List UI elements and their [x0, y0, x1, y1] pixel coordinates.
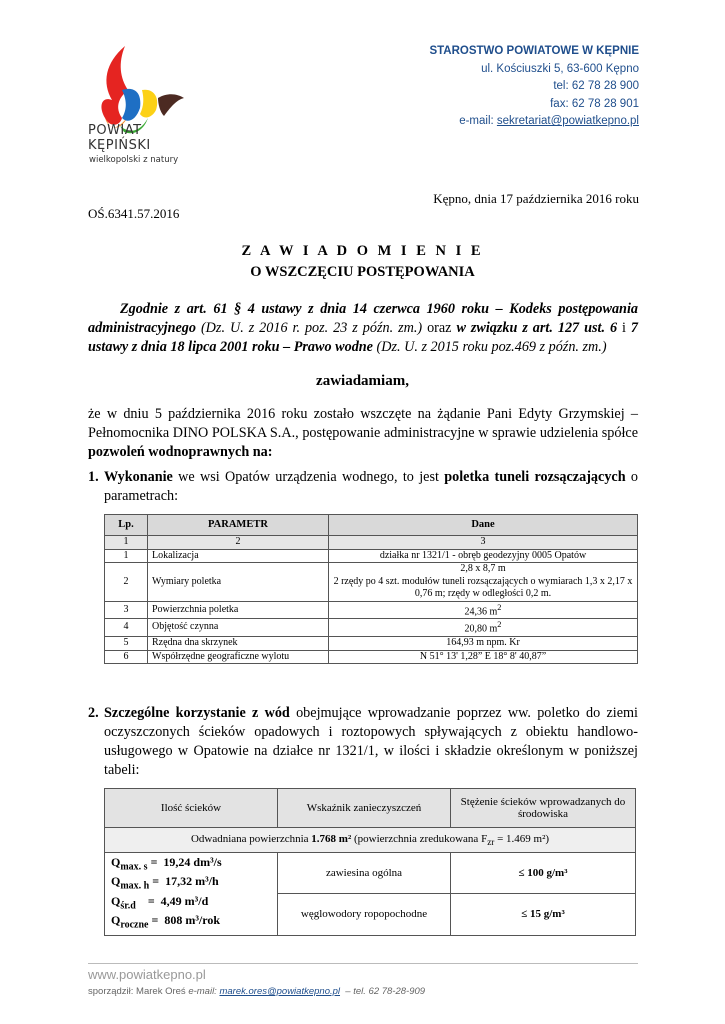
- q-sub: śr.d: [120, 900, 136, 912]
- table-row: [105, 563, 638, 602]
- email-label: e-mail:: [459, 115, 497, 128]
- flow-rate: [111, 874, 271, 893]
- indicator-cell: węglowodory ropopochodne: [278, 894, 451, 935]
- area-sub: zr: [487, 837, 495, 848]
- table-row: [105, 619, 638, 637]
- office-name: STAROSTWO POWIATOWE W KĘPNIE: [429, 45, 639, 57]
- logo-text-line2: KĘPIŃSKI: [88, 138, 151, 153]
- col-header-param: PARAMETR: [148, 515, 329, 536]
- conj-2: i: [617, 320, 631, 336]
- lp-cell: 2: [105, 563, 148, 602]
- item1-bold-a: Wykonanie: [104, 469, 173, 485]
- lp-cell: 5: [105, 637, 148, 651]
- dane-line: 2,8 x 8,7 m: [460, 563, 506, 574]
- footer-website: www.powiatkepno.pl: [88, 967, 206, 982]
- legal-basis-1: Zgodnie z art. 61 § 4 ustawy z dnia 14 czerwca 1960 roku – Kodeks postępowania administracyjnego: [88, 301, 638, 336]
- list-item-2: [88, 704, 638, 780]
- dane-sup: 2: [497, 620, 502, 630]
- item1-text-d: o parametrach:: [104, 469, 639, 504]
- q-value: = 19,24 dm³/s: [147, 855, 222, 869]
- dane-cell: [329, 601, 638, 619]
- item2-bold-a: Szczególne korzystanie z wód: [104, 705, 290, 721]
- lp-cell: 4: [105, 619, 148, 637]
- dane-cell: działka nr 1321/1 - obręb geodezyjny 0005 Opatów: [329, 549, 638, 563]
- drained-area-cell: [105, 828, 636, 853]
- prepared-email-label: e-mail:: [188, 986, 220, 997]
- q-label: Q: [111, 913, 121, 928]
- notice-text: że w dniu 5 października 2016 roku zostało wszczęte na żądanie Pani Edyty Grzymskiej – Pełnomocnika DINO POLSKA S.A., postępowanie administracyjne w sprawie udzielenia spółce: [88, 406, 638, 441]
- announce-heading: zawiadamiam,: [316, 373, 409, 389]
- lp-cell: 1: [105, 549, 148, 563]
- col-header-dane: Dane: [329, 515, 638, 536]
- prepared-by-text: sporządził: Marek Oreś: [88, 986, 189, 997]
- dane-sup: 2: [497, 602, 502, 612]
- office-tel: tel: 62 78 28 900: [553, 80, 639, 93]
- param-cell: Lokalizacja: [148, 549, 329, 563]
- q-sub: roczne: [120, 919, 149, 931]
- item1-bold-c: poletka tuneli rozsączających: [444, 469, 626, 485]
- col-header-indicator: Wskaźnik zanieczyszczeń: [278, 789, 451, 828]
- col-header-concentration: Stężenie ścieków wprowadzanych do środowiska: [451, 789, 636, 828]
- index-cell: 1: [105, 536, 148, 550]
- q-value: = 4,49 m³/d: [135, 893, 209, 908]
- list-number-2: 2.: [88, 705, 99, 721]
- q-label: Q: [111, 893, 121, 908]
- item2-text-b: obejmujące wprowadzanie poprzez ww. poletko do ziemi oczyszczonych ścieków opadowych i roztopowych spływających z obiektu handlowo-usługowego w Opatowie na działce nr 1321/1, w ilości i składzie określonym w poniższej tabeli:: [104, 705, 638, 778]
- lp-cell: 6: [105, 650, 148, 664]
- flow-rate: [111, 855, 271, 874]
- q-sub: max. s: [120, 861, 148, 873]
- document-date: Kępno, dnia 17 października 2016 roku: [433, 191, 639, 206]
- param-cell: Wymiary poletka: [148, 563, 329, 602]
- footer-prepared-by: [88, 986, 425, 997]
- dane-line: 2 rzędy po 4 szt. modułów tuneli rozsączających o wymiarach 1,3 x 2,17 x 0,76 m; rzędy w odległości 0,2 m.: [333, 575, 633, 599]
- logo-text-line1: POWIAT: [88, 123, 142, 138]
- document-subtitle: O WSZCZĘCIU POSTĘPOWANIA: [250, 264, 475, 280]
- area-text-d: = 1.469 m²): [494, 832, 550, 845]
- dane-value: 24,36 m: [464, 605, 498, 617]
- param-cell: Powierzchnia poletka: [148, 601, 329, 619]
- legal-basis-2: w związku z art. 127 ust. 6: [456, 320, 618, 336]
- lp-cell: 3: [105, 601, 148, 619]
- dane-cell: N 51° 13' 1,28” E 18° 8' 40,87”: [329, 650, 638, 664]
- area-text-c: (powierzchnia zredukowana F: [351, 832, 488, 845]
- flow-rate: [111, 894, 271, 913]
- logo-tagline: wielkopolski z natury: [89, 155, 179, 165]
- notice-bold: pozwoleń wodnoprawnych na:: [88, 444, 273, 460]
- legal-ref-1: (Dz. U. z 2016 r. poz. 23 z późn. zm.): [196, 320, 423, 336]
- dane-cell: [329, 619, 638, 637]
- area-text-a: Odwadniana powierzchnia: [190, 832, 312, 845]
- dane-cell: 164,93 m npm. Kr: [329, 637, 638, 651]
- indicator-cell: zawiesina ogólna: [278, 853, 451, 894]
- flow-rates-cell: [105, 853, 278, 936]
- parameters-table: [104, 514, 638, 664]
- param-cell: Objętość czynna: [148, 619, 329, 637]
- table-row: [105, 637, 638, 651]
- office-email-line: [429, 113, 639, 131]
- office-fax: fax: 62 78 28 901: [550, 97, 639, 110]
- prepared-tel: – tel. 62 78-28-909: [340, 986, 426, 997]
- list-number-1: 1.: [88, 469, 99, 485]
- conj-1: oraz: [422, 320, 457, 336]
- document-title: Z A W I A D O M I E N I E: [241, 243, 484, 259]
- office-email-link[interactable]: sekretariat@powiatkepno.pl: [496, 115, 639, 128]
- col-header-lp: Lp.: [105, 515, 148, 536]
- param-cell: Współrzędne geograficzne wylotu: [148, 650, 329, 664]
- area-bold: 1.768 m²: [311, 832, 352, 845]
- letterhead: [429, 43, 639, 131]
- q-label: Q: [111, 855, 121, 869]
- col-header-quantity: Ilość ścieków: [105, 789, 278, 828]
- q-value: = 17,32 m³/h: [149, 874, 219, 889]
- legal-basis-paragraph: [88, 300, 638, 357]
- index-cell: 2: [148, 536, 329, 550]
- concentration-cell: ≤ 15 g/m³: [451, 894, 636, 935]
- q-sub: max. h: [120, 880, 150, 892]
- reference-number: OŚ.6341.57.2016: [88, 206, 180, 221]
- notice-paragraph: [88, 405, 638, 462]
- item1-text-b: we wsi Opatów urządzenia wodnego, to jest: [172, 469, 445, 485]
- legal-basis-3: 7 ustawy z dnia 18 lipca 2001 roku – Prawo wodne: [88, 320, 638, 355]
- table-row: [105, 549, 638, 563]
- wastewater-table: [104, 788, 636, 936]
- dane-value: 20,80 m: [464, 623, 498, 635]
- q-label: Q: [111, 874, 121, 889]
- index-cell: 3: [329, 536, 638, 550]
- table-row: [105, 601, 638, 619]
- dane-cell: [329, 563, 638, 602]
- table-row: [105, 650, 638, 664]
- param-cell: Rzędna dna skrzynek: [148, 637, 329, 651]
- office-address: ul. Kościuszki 5, 63-600 Kępno: [481, 62, 639, 75]
- flow-rate: [111, 913, 271, 932]
- list-item-1: [88, 468, 638, 506]
- q-value: = 808 m³/rok: [148, 913, 221, 928]
- legal-ref-2: (Dz. U. z 2015 roku poz.469 z późn. zm.): [372, 339, 607, 355]
- concentration-cell: ≤ 100 g/m³: [451, 853, 636, 894]
- footer-divider: [88, 963, 638, 964]
- prepared-email-link[interactable]: marek.ores@powiatkepno.pl: [219, 986, 341, 997]
